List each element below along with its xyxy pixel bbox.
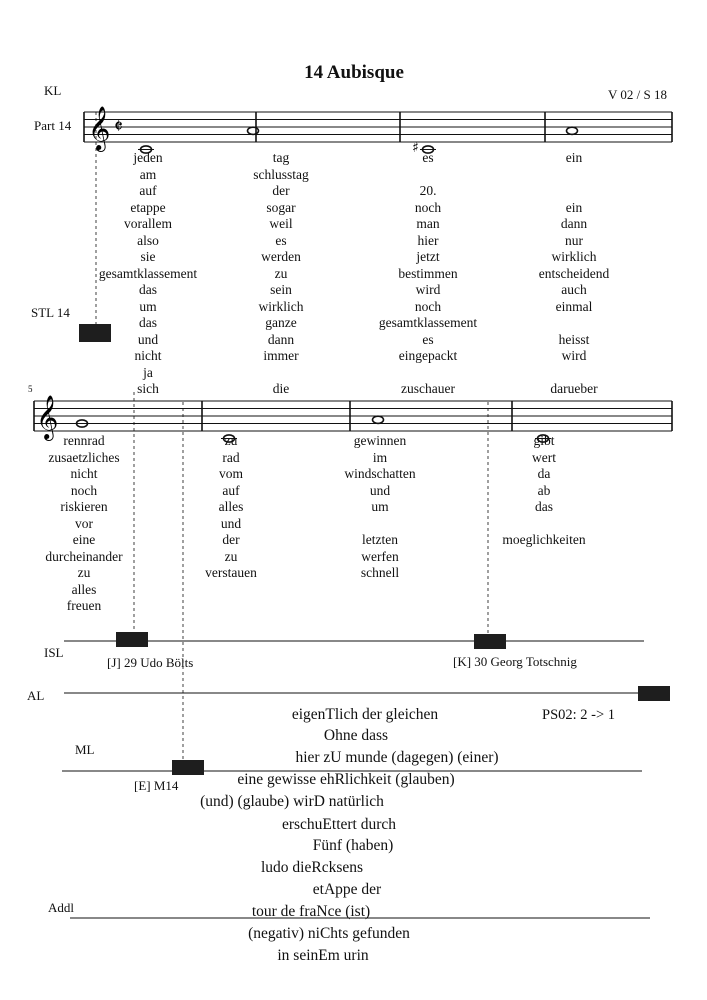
lyric-word: sein bbox=[270, 282, 292, 297]
ml-line: (negativ) niChts gefunden bbox=[248, 925, 410, 942]
lyric-word: zu bbox=[77, 565, 91, 580]
lyric-word: sogar bbox=[266, 199, 296, 215]
ml-line: ludo dieRcksens bbox=[260, 859, 364, 876]
lyric-word: nur bbox=[565, 232, 583, 248]
lyric-word: weil bbox=[269, 216, 293, 231]
lyric-word: heisst bbox=[558, 331, 590, 347]
cut-time-icon: 𝄵 bbox=[114, 114, 123, 138]
lyric-word: 20. bbox=[419, 183, 437, 198]
ml-block bbox=[172, 760, 204, 775]
al-block bbox=[638, 686, 670, 701]
lyric-word: ganze bbox=[265, 315, 297, 330]
lyric-word: das bbox=[535, 499, 553, 514]
lyric-word: schnell bbox=[360, 565, 400, 580]
part-label: Part 14 bbox=[34, 118, 72, 133]
staff-2-notes bbox=[77, 416, 552, 442]
lyric-word: rad bbox=[222, 449, 240, 465]
addl-label: Addl bbox=[48, 900, 74, 915]
lyric-word: rennrad bbox=[63, 433, 105, 448]
isl-label: ISL bbox=[44, 645, 64, 660]
lyric-word: letzten bbox=[362, 532, 398, 547]
ml-line: etAppe der bbox=[312, 881, 382, 898]
staff-2 bbox=[34, 401, 672, 431]
ml-line: Ohne dass bbox=[323, 727, 389, 744]
lyric-word: noch bbox=[70, 482, 98, 498]
lyric-word: vorallem bbox=[124, 216, 172, 231]
lyric-word: und bbox=[220, 515, 242, 531]
lyric-word: es bbox=[422, 150, 434, 165]
lyric-word: gewinnen bbox=[353, 433, 407, 448]
lyric-word: zu bbox=[224, 548, 238, 564]
lyric-word: bestimmen bbox=[398, 265, 458, 281]
lyric-word: immer bbox=[263, 348, 299, 363]
lyric-word: dann bbox=[267, 331, 295, 347]
lyric-word: dann bbox=[560, 216, 588, 231]
ml-marker: [E] M14 bbox=[134, 778, 179, 793]
lyric-word: ein bbox=[565, 199, 583, 215]
lyric-word: durcheinander bbox=[45, 548, 123, 564]
lyric-word: schlusstag bbox=[253, 166, 309, 182]
lyric-word: um bbox=[139, 298, 157, 314]
isl-block-j bbox=[116, 632, 148, 647]
lyric-word: das bbox=[139, 315, 157, 330]
lyric-word: ab bbox=[537, 482, 551, 498]
lyric-word: einmal bbox=[555, 298, 593, 314]
lyric-word: werden bbox=[261, 249, 301, 264]
lyric-word: ja bbox=[143, 364, 153, 380]
lyric-word: zusaetzliches bbox=[48, 449, 120, 465]
lyric-word: entscheidend bbox=[538, 265, 610, 281]
lyric-word: moeglichkeiten bbox=[502, 532, 586, 547]
lyric-word: etappe bbox=[130, 199, 166, 215]
treble-clef-icon: 𝄞 bbox=[88, 106, 111, 150]
al-label: AL bbox=[27, 688, 45, 703]
ml-line: tour de fraNce (ist) bbox=[251, 903, 371, 920]
ml-line: eine gewisse ehRlichkeit (glauben) bbox=[237, 771, 455, 788]
ml-line: in seinEm urin bbox=[277, 947, 369, 964]
staff-1-notes bbox=[138, 127, 578, 153]
lyric-word: gesamtklassement bbox=[98, 265, 198, 281]
lyric-word: wirklich bbox=[551, 249, 597, 264]
lyric-word: vom bbox=[218, 466, 244, 481]
lyric-word: riskieren bbox=[60, 499, 108, 514]
lyric-word: im bbox=[372, 449, 388, 465]
lyric-word: eine bbox=[72, 532, 96, 547]
lyric-word: der bbox=[272, 183, 290, 198]
lyric-word: zu bbox=[274, 265, 288, 281]
isl-marker-j: [J] 29 Udo Bölts bbox=[107, 655, 194, 670]
lyric-word: die bbox=[272, 381, 290, 396]
lyric-word: sich bbox=[137, 381, 159, 396]
lyric-word: vor bbox=[75, 515, 93, 531]
lyric-word: tag bbox=[272, 150, 290, 165]
lyric-word: noch bbox=[414, 199, 442, 215]
lyric-word: freuen bbox=[66, 598, 102, 613]
lyric-word: ein bbox=[565, 150, 583, 165]
lyric-word: es bbox=[275, 232, 287, 248]
lyric-word: zu bbox=[224, 433, 238, 448]
lyric-word: am bbox=[139, 166, 157, 182]
lyric-word: der bbox=[222, 532, 240, 547]
lyric-word: auf bbox=[222, 482, 240, 498]
lyric-word: jetzt bbox=[416, 249, 440, 264]
lyric-word: man bbox=[416, 216, 440, 231]
ml-line: erschuEttert durch bbox=[281, 816, 397, 833]
ml-label: ML bbox=[75, 742, 95, 757]
isl-block-k bbox=[474, 634, 506, 649]
stl-label: STL 14 bbox=[31, 305, 70, 320]
ml-line: eigenTlich der gleichen bbox=[291, 706, 439, 723]
lyric-word: hier bbox=[417, 232, 439, 248]
lyric-word: es bbox=[422, 331, 434, 347]
lyric-word: nicht bbox=[70, 466, 98, 481]
lyric-word: windschatten bbox=[344, 466, 416, 481]
lyric-word: nicht bbox=[134, 348, 162, 363]
lyric-word: eingepackt bbox=[398, 348, 458, 363]
lyric-word: wert bbox=[532, 449, 556, 465]
stl-block bbox=[79, 324, 111, 342]
lyric-word: gibt bbox=[533, 433, 555, 448]
lyric-word: verstauen bbox=[205, 565, 257, 580]
lyric-word: wirklich bbox=[258, 298, 304, 314]
lyric-word: werfen bbox=[361, 548, 399, 564]
lyric-word: jeden bbox=[133, 150, 163, 165]
lyric-word: auf bbox=[139, 183, 157, 198]
lyric-word: noch bbox=[414, 298, 442, 314]
lyric-word: darueber bbox=[550, 381, 598, 396]
lyric-word: das bbox=[139, 282, 157, 297]
staff-1 bbox=[84, 112, 672, 142]
treble-clef-icon-2: 𝄞 bbox=[36, 395, 59, 439]
ps-label: PS02: 2 -> 1 bbox=[542, 707, 616, 723]
lyric-word: gesamtklassement bbox=[378, 315, 478, 330]
ml-line: (und) (glaube) wirD natürlich bbox=[200, 793, 384, 810]
sharp-icon: ♯ bbox=[412, 140, 419, 156]
note-g-2 bbox=[567, 127, 578, 134]
ml-line: Fünf (haben) bbox=[312, 837, 394, 854]
page-title: 14 Aubisque bbox=[304, 62, 404, 83]
note-g bbox=[248, 127, 259, 134]
lyric-word: wird bbox=[415, 282, 441, 297]
lyric-word: alles bbox=[71, 581, 97, 597]
lyric-word: um bbox=[371, 499, 389, 514]
version-label: V 02 / S 18 bbox=[608, 87, 667, 102]
kl-label: KL bbox=[44, 83, 62, 98]
lyric-word: wird bbox=[561, 348, 587, 363]
measure-number: 5 bbox=[28, 384, 33, 394]
lyric-word: sie bbox=[140, 249, 156, 264]
lyric-word: und bbox=[369, 482, 391, 498]
lyric-word: auch bbox=[561, 282, 587, 297]
note-g-3 bbox=[373, 416, 384, 423]
lyric-word: zuschauer bbox=[401, 381, 455, 396]
ml-line: hier zU munde (dagegen) (einer) bbox=[295, 749, 499, 766]
lyric-word: also bbox=[137, 232, 159, 248]
lyric-word: und bbox=[137, 331, 159, 347]
lyric-word: da bbox=[537, 466, 551, 481]
lyric-word: alles bbox=[218, 499, 244, 514]
isl-marker-k: [K] 30 Georg Totschnig bbox=[453, 654, 577, 669]
